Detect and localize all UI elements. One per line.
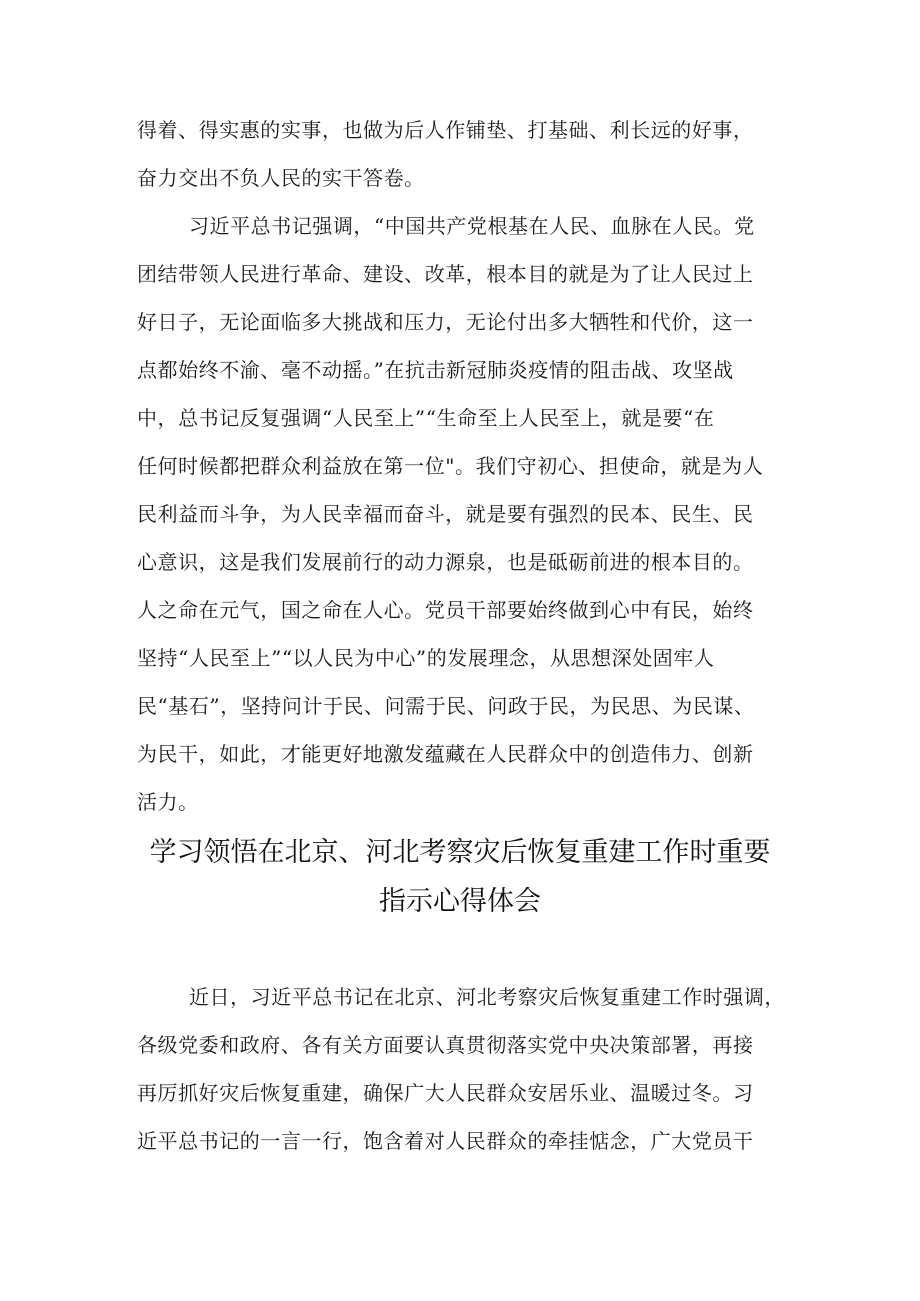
- body-text-line: 坚持“人民至上”“以人民为中心”的发展理念，从思想深处固牢人: [137, 646, 715, 670]
- body-text-line: 民利益而斗争，为人民幸福而奋斗，就是要有强烈的民本、民生、民: [137, 502, 754, 526]
- body-text-line: 近平总书记的一言一行，饱含着对人民群众的牵挂惦念，广大党员干: [137, 1129, 754, 1153]
- body-text-line: 奋力交出不负人民的实干答卷。: [137, 166, 425, 190]
- body-text-line: 各级党委和政府、各有关方面要认真贯彻落实党中央决策部署，再接: [137, 1033, 754, 1057]
- body-text-line: 中，总书记反复强调“人民至上”“生命至上人民至上，就是要“在: [137, 406, 715, 430]
- body-text-line: 为民干，如此，才能更好地激发蕴藏在人民群众中的创造伟力、创新: [137, 742, 754, 766]
- body-text-line: 活力。: [137, 790, 199, 814]
- body-text-line: 点都始终不渝、毫不动摇。”在抗击新冠肺炎疫情的阻击战、攻坚战: [137, 358, 734, 382]
- paragraph-first-line: 近日，习近平总书记在北京、河北考察灾后恢复重建工作时强调，: [189, 985, 785, 1009]
- body-text-line: 心意识，这是我们发展前行的动力源泉，也是砥砺前进的根本目的。: [137, 550, 754, 574]
- body-text-line: 民“基石”，坚持问计于民、问需于民、问政于民，为民思、为民谋、: [137, 694, 755, 718]
- body-text-line: 好日子，无论面临多大挑战和压力，无论付出多大牺牲和代价，这一: [137, 310, 754, 334]
- article-title-line-2: 指示心得体会: [379, 886, 541, 917]
- body-text-line: 任何时候都把群众利益放在第一位"。我们守初心、担使命，就是为人: [137, 454, 764, 478]
- body-text-line: 再厉抓好灾后恢复重建，确保广大人民群众安居乐业、温暖过冬。习: [137, 1081, 754, 1105]
- body-text-line: 得着、得实惠的实事，也做为后人作铺垫、打基础、利长远的好事，: [137, 118, 754, 142]
- body-text-line: 人之命在元气，国之命在人心。党员干部要始终做到心中有民，始终: [137, 598, 754, 622]
- paragraph-first-line: 习近平总书记强调，“中国共产党根基在人民、血脉在人民。党: [189, 214, 755, 238]
- article-title-line-1: 学习领悟在北京、河北考察灾后恢复重建工作时重要: [149, 837, 771, 868]
- body-text-line: 团结带领人民进行革命、建设、改革，根本目的就是为了让人民过上: [137, 262, 754, 286]
